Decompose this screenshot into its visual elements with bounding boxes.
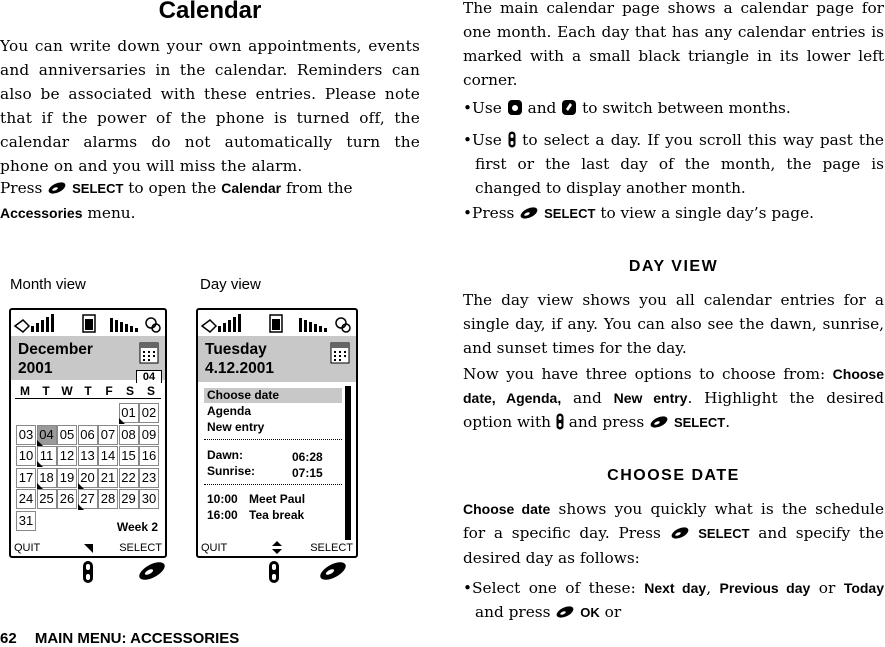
day-cell[interactable]: 21 <box>98 468 118 488</box>
text: and specify the desired day as follows: <box>463 524 884 567</box>
weekday: F <box>105 384 113 398</box>
dawn-label: Dawn: <box>207 448 243 462</box>
option-names: Choose date, Agenda, <box>463 366 884 406</box>
text: to open the <box>128 179 217 197</box>
day-cell[interactable]: 25 <box>37 489 57 509</box>
entry-marker-triangle <box>78 504 84 510</box>
green-key-icon <box>318 561 348 581</box>
month-name: December <box>18 341 93 358</box>
text: to switch between months. <box>582 99 791 117</box>
choose-date-term: Choose date <box>463 501 551 517</box>
entry-text: Tea break <box>249 508 305 522</box>
options-paragraph <box>463 362 884 435</box>
day-cell[interactable]: 16 <box>139 446 159 466</box>
scroll-key-icon <box>82 560 94 584</box>
weekday: W <box>61 384 73 398</box>
day-cell[interactable]: 12 <box>57 446 77 466</box>
weekday-header <box>15 384 161 399</box>
intro-paragraph: You can write down your own appointments, events and anniversaries in the calendar. Reminders can also be associated with these entries. Please note that if the power of the phone is turned off, the calendar alarms do not automatically turn the phone on and you will miss the alarm. <box>0 37 420 175</box>
page-footer <box>0 630 239 647</box>
day-view-heading: DAY VIEW <box>628 258 719 275</box>
text: from the <box>286 179 353 197</box>
choose-date-paragraph <box>463 497 884 570</box>
calendar-word: Calendar <box>221 180 282 196</box>
select-softkey[interactable]: SELECT <box>119 542 162 554</box>
weekday: S <box>146 384 155 398</box>
day-cell[interactable]: 07 <box>98 425 118 445</box>
day-cell[interactable]: 31 <box>16 511 36 531</box>
day-cell[interactable]: 27 <box>78 489 98 509</box>
entry-text: Meet Paul <box>249 492 306 506</box>
day-cell[interactable]: 19 <box>57 468 77 488</box>
quit-softkey[interactable]: QUIT <box>14 542 41 554</box>
date: 4.12.2001 <box>205 360 274 377</box>
weekday: T <box>84 384 92 398</box>
text: , <box>706 579 712 597</box>
weekday: T <box>42 384 50 398</box>
dawn-time: 06:28 <box>292 450 323 464</box>
entry-marker-triangle <box>37 461 43 467</box>
weekday: M <box>20 384 30 398</box>
menu-new-entry[interactable]: New entry <box>207 420 265 434</box>
day-cell[interactable]: 08 <box>119 425 139 445</box>
open-calendar-paragraph <box>0 176 420 225</box>
section-title: MAIN MENU: ACCESSORIES <box>34 630 240 647</box>
green-key-icon <box>670 527 690 539</box>
day-list <box>204 388 342 523</box>
bullet-switch-months: •Use and to switch between months. <box>463 99 791 117</box>
select-label: SELECT <box>72 181 124 196</box>
new-entry-option: New entry <box>613 390 688 406</box>
select-softkey[interactable]: SELECT <box>310 542 353 554</box>
entry-marker-triangle <box>37 483 43 489</box>
day-cell[interactable]: 09 <box>139 425 159 445</box>
day-cell[interactable]: 20 <box>78 468 98 488</box>
day-header <box>198 336 356 382</box>
bullet-view-day: •Press SELECT to view a single day’s page. <box>463 204 814 222</box>
day-cell[interactable]: 01 <box>119 403 139 423</box>
day-cell[interactable]: 29 <box>119 489 139 509</box>
calendar-icon <box>139 342 159 364</box>
week-number-badge: 04 <box>136 370 162 383</box>
ok-label: OK <box>580 605 600 620</box>
day-cell[interactable]: 30 <box>139 489 159 509</box>
day-cell[interactable]: 02 <box>139 403 159 423</box>
text: Press <box>472 204 515 222</box>
text: or <box>604 603 622 621</box>
bullet-select-day: •Use to select a day. If you scroll this way past the first or the last day of the month, the page is changed to display another month. <box>463 131 884 197</box>
entry-marker-triangle <box>78 483 84 489</box>
page-number: 62 <box>0 630 17 647</box>
quit-softkey[interactable]: QUIT <box>201 542 228 554</box>
text: menu. <box>87 204 136 222</box>
sunrise-label: Sunrise: <box>207 464 256 478</box>
day-cell[interactable]: 15 <box>119 446 139 466</box>
menu-agenda[interactable]: Agenda <box>207 404 252 418</box>
scrollbar-thumb[interactable] <box>346 387 350 539</box>
left-nav-key-icon <box>507 99 523 116</box>
text: to view a single day’s page. <box>600 204 814 222</box>
day-cell[interactable]: 28 <box>98 489 118 509</box>
month-header <box>11 336 165 383</box>
bullet-select-one: •Select one of these: Next day, Previous day or Today and press OK or <box>463 579 885 621</box>
scrollbar[interactable] <box>345 386 351 540</box>
day-view-screen <box>196 308 358 558</box>
select-label: SELECT <box>544 206 596 221</box>
day-view-caption: Day view <box>200 276 261 293</box>
right-nav-key-icon <box>561 99 577 116</box>
day-cell[interactable]: 26 <box>57 489 77 509</box>
green-key-icon <box>519 207 539 219</box>
page-title: Calendar <box>158 0 262 24</box>
divider <box>204 484 342 485</box>
text: Use <box>472 99 502 117</box>
day-cell[interactable]: 10 <box>16 446 36 466</box>
choose-date-heading: CHOOSE DATE <box>607 467 740 484</box>
next-day-option: Next day <box>644 580 707 596</box>
calendar-icon <box>330 342 350 364</box>
up-down-arrow-icon <box>272 541 282 554</box>
status-bar-icons <box>198 310 356 336</box>
text: and <box>527 99 557 117</box>
day-cell[interactable]: 18 <box>37 468 57 488</box>
year: 2001 <box>18 360 53 377</box>
day-cell[interactable]: 23 <box>139 468 159 488</box>
entry-time: 10:00 <box>207 492 238 506</box>
green-key-icon <box>649 416 669 428</box>
day-cell[interactable]: 22 <box>119 468 139 488</box>
green-key-icon <box>137 561 167 581</box>
select-label: SELECT <box>673 415 726 430</box>
text: Select one of these: <box>472 579 636 597</box>
day-cell[interactable]: 05 <box>57 425 77 445</box>
day-cell[interactable]: 06 <box>78 425 98 445</box>
day-cell[interactable]: 17 <box>16 468 36 488</box>
day-cell[interactable]: 03 <box>16 425 36 445</box>
day-cell[interactable]: 24 <box>16 489 36 509</box>
accessories-word: Accessories <box>0 205 83 221</box>
text: and press <box>475 603 551 621</box>
month-page-paragraph: The main calendar page shows a calendar page for one month. Each day that has any calendar entries is marked with a small black triangle in its lower left corner. <box>463 0 884 89</box>
previous-day-option: Previous day <box>719 580 811 596</box>
divider <box>204 439 342 440</box>
text: . Highlight the desired option with <box>463 389 884 431</box>
month-view-caption: Month view <box>10 276 86 293</box>
status-bar-icons <box>11 310 165 336</box>
text: shows you quickly what is the schedule for a specific day. Press <box>463 500 884 542</box>
green-key-icon <box>555 606 575 618</box>
scroll-indicator-icon <box>84 544 93 553</box>
day-cell[interactable]: 04 <box>37 425 57 445</box>
entry-marker-triangle <box>119 418 125 424</box>
text: Now you have three options to choose from: <box>463 365 826 383</box>
scroll-key-icon <box>508 131 516 148</box>
text: to select a day. If you scroll this way past the first or the last day of the month, the page is changed to display another month. <box>475 131 884 197</box>
day-cell[interactable]: 14 <box>98 446 118 466</box>
entry-marker-triangle <box>37 440 43 446</box>
text: and press <box>568 413 645 431</box>
sunrise-time: 07:15 <box>292 466 323 480</box>
green-key-icon <box>47 182 67 194</box>
weekday: S <box>125 384 134 398</box>
day-view-paragraph: The day view shows you all calendar entries for a single day, if any. You can also see the dawn, sunrise, and sunset times for the day. <box>463 291 884 357</box>
day-cell[interactable]: 13 <box>78 446 98 466</box>
text: and <box>573 389 602 407</box>
weekday-name: Tuesday <box>205 341 267 358</box>
week-label: Week 2 <box>116 520 158 534</box>
text: . <box>725 413 731 431</box>
entry-row[interactable] <box>204 507 342 523</box>
month-view-screen <box>9 308 167 558</box>
text: Use <box>472 131 502 149</box>
entry-time: 16:00 <box>207 508 238 522</box>
select-label: SELECT <box>698 526 750 541</box>
entry-row[interactable] <box>204 491 342 507</box>
today-option: Today <box>843 580 885 596</box>
text: Press <box>0 179 43 197</box>
menu-choose-date[interactable]: Choose date <box>204 388 342 403</box>
scroll-key-icon <box>556 413 564 430</box>
text: or <box>818 579 836 597</box>
scroll-key-icon <box>268 560 280 584</box>
day-cell[interactable]: 11 <box>37 446 57 466</box>
